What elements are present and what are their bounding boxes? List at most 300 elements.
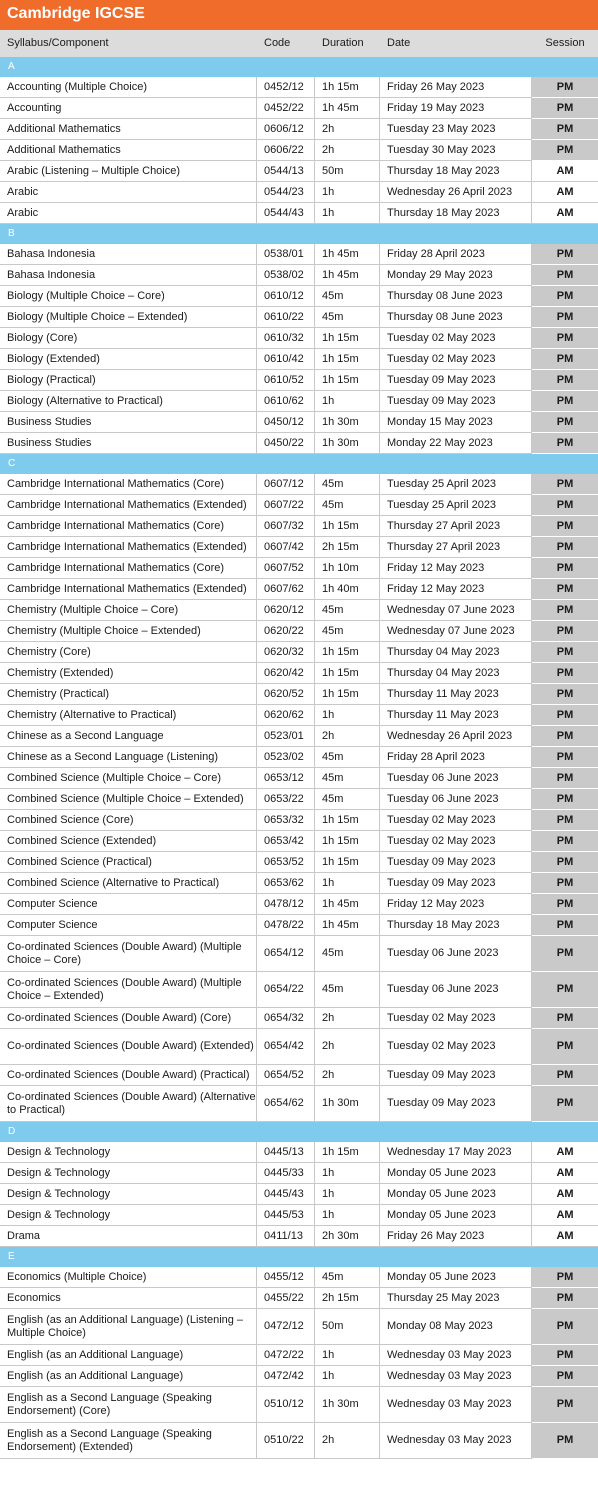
cell-syllabus: Additional Mathematics — [0, 119, 257, 140]
section-header-c — [0, 454, 598, 474]
cell-code: 0654/62 — [257, 1086, 315, 1122]
cell-duration: 45m — [315, 286, 380, 307]
cell-syllabus: English (as an Additional Language) — [0, 1345, 257, 1366]
cell-code: 0607/42 — [257, 537, 315, 558]
cell-session: PM — [532, 972, 598, 1008]
cell-session: PM — [532, 433, 598, 454]
cell-syllabus: Computer Science — [0, 894, 257, 915]
cell-code: 0445/53 — [257, 1205, 315, 1226]
cell-session: PM — [532, 286, 598, 307]
table-row — [0, 873, 598, 894]
cell-syllabus: Co-ordinated Sciences (Double Award) (Multiple Choice – Extended) — [0, 972, 257, 1008]
cell-code: 0653/32 — [257, 810, 315, 831]
cell-duration: 1h 45m — [315, 98, 380, 119]
table-row — [0, 1267, 598, 1288]
cell-date: Thursday 27 April 2023 — [380, 516, 532, 537]
cell-syllabus: Biology (Extended) — [0, 349, 257, 370]
table-row — [0, 370, 598, 391]
cell-syllabus: Accounting (Multiple Choice) — [0, 77, 257, 98]
cell-syllabus: Chemistry (Multiple Choice – Extended) — [0, 621, 257, 642]
table-row — [0, 684, 598, 705]
cell-syllabus: Accounting — [0, 98, 257, 119]
cell-date: Friday 28 April 2023 — [380, 747, 532, 768]
cell-date: Tuesday 06 June 2023 — [380, 768, 532, 789]
cell-code: 0472/42 — [257, 1366, 315, 1387]
table-row — [0, 1163, 598, 1184]
cell-syllabus: Design & Technology — [0, 1142, 257, 1163]
cell-code: 0523/01 — [257, 726, 315, 747]
cell-syllabus: Biology (Multiple Choice – Core) — [0, 286, 257, 307]
table-row — [0, 789, 598, 810]
cell-session: AM — [532, 1163, 598, 1184]
cell-syllabus: Chemistry (Extended) — [0, 663, 257, 684]
cell-date: Tuesday 02 May 2023 — [380, 810, 532, 831]
table-row — [0, 831, 598, 852]
cell-session: AM — [532, 1226, 598, 1247]
cell-syllabus: Business Studies — [0, 412, 257, 433]
cell-duration: 1h — [315, 705, 380, 726]
cell-date: Tuesday 02 May 2023 — [380, 1029, 532, 1065]
cell-duration: 45m — [315, 495, 380, 516]
cell-syllabus: English as a Second Language (Speaking Endorsement) (Extended) — [0, 1423, 257, 1459]
cell-code: 0445/33 — [257, 1163, 315, 1184]
cell-syllabus: Cambridge International Mathematics (Core) — [0, 558, 257, 579]
cell-duration: 45m — [315, 474, 380, 495]
cell-duration: 1h 15m — [315, 684, 380, 705]
table-row — [0, 1309, 598, 1345]
cell-date: Wednesday 03 May 2023 — [380, 1345, 532, 1366]
cell-syllabus: Co-ordinated Sciences (Double Award) (Core) — [0, 1008, 257, 1029]
cell-session: PM — [532, 642, 598, 663]
cell-duration: 2h — [315, 1029, 380, 1065]
cell-date: Friday 12 May 2023 — [380, 894, 532, 915]
table-row — [0, 936, 598, 972]
table-row — [0, 349, 598, 370]
cell-code: 0653/42 — [257, 831, 315, 852]
table-row — [0, 663, 598, 684]
cell-session: PM — [532, 789, 598, 810]
cell-code: 0445/13 — [257, 1142, 315, 1163]
cell-duration: 45m — [315, 768, 380, 789]
cell-duration: 50m — [315, 1309, 380, 1345]
cell-code: 0538/01 — [257, 244, 315, 265]
table-header-row — [0, 30, 598, 57]
cell-session: AM — [532, 1205, 598, 1226]
cell-session: PM — [532, 852, 598, 873]
cell-duration: 1h 45m — [315, 894, 380, 915]
cell-code: 0653/62 — [257, 873, 315, 894]
cell-duration: 1h 40m — [315, 579, 380, 600]
cell-syllabus: Co-ordinated Sciences (Double Award) (Multiple Choice – Core) — [0, 936, 257, 972]
cell-session: PM — [532, 516, 598, 537]
cell-syllabus: Co-ordinated Sciences (Double Award) (Practical) — [0, 1065, 257, 1086]
cell-date: Tuesday 02 May 2023 — [380, 328, 532, 349]
cell-code: 0653/22 — [257, 789, 315, 810]
cell-session: PM — [532, 684, 598, 705]
cell-code: 0607/62 — [257, 579, 315, 600]
cell-syllabus: Combined Science (Multiple Choice – Core) — [0, 768, 257, 789]
cell-syllabus: Additional Mathematics — [0, 140, 257, 161]
cell-date: Thursday 27 April 2023 — [380, 537, 532, 558]
cell-syllabus: Biology (Practical) — [0, 370, 257, 391]
cell-code: 0445/43 — [257, 1184, 315, 1205]
cell-code: 0450/22 — [257, 433, 315, 454]
cell-session: PM — [532, 873, 598, 894]
cell-date: Thursday 18 May 2023 — [380, 915, 532, 936]
cell-date: Tuesday 09 May 2023 — [380, 370, 532, 391]
cell-date: Tuesday 25 April 2023 — [380, 495, 532, 516]
table-row — [0, 474, 598, 495]
cell-date: Tuesday 09 May 2023 — [380, 391, 532, 412]
table-row — [0, 307, 598, 328]
table-row — [0, 852, 598, 873]
section-letter: B — [8, 228, 15, 239]
cell-date: Monday 05 June 2023 — [380, 1184, 532, 1205]
cell-date: Monday 05 June 2023 — [380, 1267, 532, 1288]
cell-code: 0452/12 — [257, 77, 315, 98]
cell-date: Thursday 04 May 2023 — [380, 663, 532, 684]
cell-session: PM — [532, 474, 598, 495]
table-row — [0, 1029, 598, 1065]
section-header-e — [0, 1247, 598, 1267]
cell-syllabus: Combined Science (Extended) — [0, 831, 257, 852]
cell-code: 0654/22 — [257, 972, 315, 1008]
cell-code: 0607/52 — [257, 558, 315, 579]
cell-session: PM — [532, 747, 598, 768]
cell-code: 0654/32 — [257, 1008, 315, 1029]
table-row — [0, 1288, 598, 1309]
cell-date: Friday 26 May 2023 — [380, 1226, 532, 1247]
cell-code: 0653/52 — [257, 852, 315, 873]
cell-duration: 1h 30m — [315, 412, 380, 433]
cell-date: Tuesday 06 June 2023 — [380, 972, 532, 1008]
cell-syllabus: Design & Technology — [0, 1184, 257, 1205]
cell-code: 0610/22 — [257, 307, 315, 328]
cell-code: 0510/22 — [257, 1423, 315, 1459]
cell-code: 0478/12 — [257, 894, 315, 915]
cell-date: Wednesday 03 May 2023 — [380, 1387, 532, 1423]
table-row — [0, 894, 598, 915]
cell-duration: 2h — [315, 1065, 380, 1086]
cell-code: 0544/43 — [257, 203, 315, 224]
cell-duration: 1h 45m — [315, 265, 380, 286]
table-row — [0, 516, 598, 537]
table-row — [0, 1387, 598, 1423]
cell-code: 0452/22 — [257, 98, 315, 119]
cell-syllabus: Combined Science (Core) — [0, 810, 257, 831]
cell-duration: 2h — [315, 119, 380, 140]
cell-code: 0472/22 — [257, 1345, 315, 1366]
cell-session: PM — [532, 936, 598, 972]
cell-syllabus: English (as an Additional Language) — [0, 1366, 257, 1387]
cell-code: 0620/62 — [257, 705, 315, 726]
cell-duration: 45m — [315, 789, 380, 810]
title-bar — [0, 0, 598, 30]
cell-session: PM — [532, 1086, 598, 1122]
cell-duration: 1h — [315, 1163, 380, 1184]
cell-session: AM — [532, 161, 598, 182]
cell-session: PM — [532, 705, 598, 726]
cell-code: 0455/12 — [257, 1267, 315, 1288]
cell-duration: 1h 15m — [315, 852, 380, 873]
cell-date: Friday 12 May 2023 — [380, 558, 532, 579]
cell-syllabus: English as a Second Language (Speaking Endorsement) (Core) — [0, 1387, 257, 1423]
cell-syllabus: Biology (Alternative to Practical) — [0, 391, 257, 412]
cell-date: Wednesday 17 May 2023 — [380, 1142, 532, 1163]
cell-session: PM — [532, 1366, 598, 1387]
cell-syllabus: Drama — [0, 1226, 257, 1247]
cell-duration: 1h 15m — [315, 1142, 380, 1163]
cell-date: Tuesday 09 May 2023 — [380, 1086, 532, 1122]
cell-duration: 2h 30m — [315, 1226, 380, 1247]
cell-syllabus: Biology (Multiple Choice – Extended) — [0, 307, 257, 328]
cell-syllabus: Bahasa Indonesia — [0, 265, 257, 286]
cell-duration: 1h 15m — [315, 77, 380, 98]
header-duration: Duration — [315, 30, 380, 57]
cell-duration: 1h 30m — [315, 433, 380, 454]
cell-session: PM — [532, 1288, 598, 1309]
cell-syllabus: Computer Science — [0, 915, 257, 936]
cell-code: 0523/02 — [257, 747, 315, 768]
cell-duration: 2h — [315, 1008, 380, 1029]
cell-session: PM — [532, 768, 598, 789]
cell-code: 0472/12 — [257, 1309, 315, 1345]
cell-date: Friday 28 April 2023 — [380, 244, 532, 265]
cell-syllabus: Combined Science (Alternative to Practical) — [0, 873, 257, 894]
cell-session: PM — [532, 915, 598, 936]
cell-date: Monday 15 May 2023 — [380, 412, 532, 433]
cell-session: PM — [532, 1345, 598, 1366]
cell-date: Thursday 04 May 2023 — [380, 642, 532, 663]
cell-duration: 45m — [315, 621, 380, 642]
cell-code: 0411/13 — [257, 1226, 315, 1247]
cell-date: Tuesday 25 April 2023 — [380, 474, 532, 495]
table-row — [0, 1142, 598, 1163]
cell-date: Thursday 08 June 2023 — [380, 286, 532, 307]
cell-duration: 1h — [315, 1366, 380, 1387]
cell-code: 0620/22 — [257, 621, 315, 642]
cell-syllabus: Chinese as a Second Language — [0, 726, 257, 747]
cell-duration: 45m — [315, 1267, 380, 1288]
section-header-d — [0, 1122, 598, 1142]
cell-session: AM — [532, 1142, 598, 1163]
cell-session: PM — [532, 726, 598, 747]
cell-session: PM — [532, 1065, 598, 1086]
cell-duration: 50m — [315, 161, 380, 182]
cell-date: Tuesday 30 May 2023 — [380, 140, 532, 161]
cell-date: Tuesday 06 June 2023 — [380, 936, 532, 972]
cell-syllabus: Chinese as a Second Language (Listening) — [0, 747, 257, 768]
cell-date: Thursday 25 May 2023 — [380, 1288, 532, 1309]
cell-session: PM — [532, 894, 598, 915]
cell-duration: 45m — [315, 307, 380, 328]
cell-duration: 1h — [315, 873, 380, 894]
cell-syllabus: Co-ordinated Sciences (Double Award) (Extended) — [0, 1029, 257, 1065]
cell-code: 0510/12 — [257, 1387, 315, 1423]
cell-duration: 1h — [315, 182, 380, 203]
table-row — [0, 77, 598, 98]
cell-date: Monday 05 June 2023 — [380, 1205, 532, 1226]
table-row — [0, 972, 598, 1008]
header-code: Code — [257, 30, 315, 57]
cell-syllabus: Arabic — [0, 203, 257, 224]
cell-session: PM — [532, 537, 598, 558]
cell-duration: 1h 15m — [315, 516, 380, 537]
cell-duration: 1h 15m — [315, 642, 380, 663]
cell-duration: 2h 15m — [315, 537, 380, 558]
cell-session: PM — [532, 307, 598, 328]
table-row — [0, 328, 598, 349]
cell-syllabus: Chemistry (Multiple Choice – Core) — [0, 600, 257, 621]
cell-duration: 45m — [315, 972, 380, 1008]
cell-syllabus: Combined Science (Practical) — [0, 852, 257, 873]
cell-syllabus: Cambridge International Mathematics (Extended) — [0, 579, 257, 600]
cell-session: PM — [532, 391, 598, 412]
cell-session: PM — [532, 1387, 598, 1423]
cell-session: PM — [532, 328, 598, 349]
table-row — [0, 1366, 598, 1387]
section-header-a — [0, 57, 598, 77]
cell-code: 0620/42 — [257, 663, 315, 684]
cell-duration: 1h — [315, 1205, 380, 1226]
cell-session: PM — [532, 600, 598, 621]
cell-syllabus: Biology (Core) — [0, 328, 257, 349]
cell-syllabus: Cambridge International Mathematics (Core) — [0, 474, 257, 495]
cell-syllabus: Chemistry (Practical) — [0, 684, 257, 705]
cell-duration: 1h 10m — [315, 558, 380, 579]
cell-duration: 2h — [315, 1423, 380, 1459]
cell-syllabus: Business Studies — [0, 433, 257, 454]
table-row — [0, 768, 598, 789]
cell-date: Tuesday 09 May 2023 — [380, 1065, 532, 1086]
cell-syllabus: Economics — [0, 1288, 257, 1309]
cell-date: Monday 08 May 2023 — [380, 1309, 532, 1345]
cell-date: Wednesday 03 May 2023 — [380, 1423, 532, 1459]
cell-code: 0610/32 — [257, 328, 315, 349]
cell-date: Tuesday 09 May 2023 — [380, 852, 532, 873]
cell-syllabus: Chemistry (Alternative to Practical) — [0, 705, 257, 726]
table-row — [0, 203, 598, 224]
table-row — [0, 642, 598, 663]
cell-duration: 1h 15m — [315, 328, 380, 349]
section-letter: E — [8, 1251, 15, 1262]
table-row — [0, 621, 598, 642]
cell-duration: 1h — [315, 1345, 380, 1366]
table-row — [0, 495, 598, 516]
cell-code: 0654/42 — [257, 1029, 315, 1065]
table-row — [0, 1086, 598, 1122]
cell-date: Friday 12 May 2023 — [380, 579, 532, 600]
cell-syllabus: Cambridge International Mathematics (Extended) — [0, 537, 257, 558]
table-row — [0, 433, 598, 454]
table-row — [0, 1423, 598, 1459]
cell-code: 0620/12 — [257, 600, 315, 621]
cell-date: Friday 19 May 2023 — [380, 98, 532, 119]
cell-code: 0610/52 — [257, 370, 315, 391]
table-row — [0, 140, 598, 161]
cell-date: Monday 05 June 2023 — [380, 1163, 532, 1184]
cell-duration: 2h 15m — [315, 1288, 380, 1309]
cell-syllabus: Bahasa Indonesia — [0, 244, 257, 265]
cell-duration: 45m — [315, 747, 380, 768]
table-row — [0, 558, 598, 579]
cell-code: 0455/22 — [257, 1288, 315, 1309]
table-row — [0, 244, 598, 265]
cell-duration: 1h 15m — [315, 349, 380, 370]
cell-session: PM — [532, 140, 598, 161]
cell-session: PM — [532, 370, 598, 391]
cell-session: PM — [532, 1267, 598, 1288]
cell-duration: 1h 15m — [315, 810, 380, 831]
cell-code: 0607/22 — [257, 495, 315, 516]
cell-session: AM — [532, 182, 598, 203]
table-row — [0, 1345, 598, 1366]
cell-date: Friday 26 May 2023 — [380, 77, 532, 98]
cell-session: PM — [532, 810, 598, 831]
cell-code: 0606/22 — [257, 140, 315, 161]
cell-date: Thursday 18 May 2023 — [380, 203, 532, 224]
cell-code: 0653/12 — [257, 768, 315, 789]
cell-session: PM — [532, 265, 598, 286]
cell-session: PM — [532, 1008, 598, 1029]
cell-syllabus: Economics (Multiple Choice) — [0, 1267, 257, 1288]
cell-date: Wednesday 26 April 2023 — [380, 726, 532, 747]
table-row — [0, 286, 598, 307]
table-row — [0, 119, 598, 140]
cell-syllabus: Chemistry (Core) — [0, 642, 257, 663]
cell-duration: 45m — [315, 936, 380, 972]
cell-duration: 2h — [315, 726, 380, 747]
cell-duration: 1h 15m — [315, 663, 380, 684]
section-letter: D — [8, 1126, 16, 1137]
cell-date: Wednesday 26 April 2023 — [380, 182, 532, 203]
table-row — [0, 915, 598, 936]
header-session: Session — [532, 30, 598, 57]
table-row — [0, 161, 598, 182]
table-row — [0, 265, 598, 286]
cell-date: Tuesday 02 May 2023 — [380, 1008, 532, 1029]
cell-date: Thursday 08 June 2023 — [380, 307, 532, 328]
table-row — [0, 1065, 598, 1086]
cell-date: Wednesday 07 June 2023 — [380, 600, 532, 621]
table-row — [0, 1008, 598, 1029]
table-row — [0, 1205, 598, 1226]
cell-syllabus: Arabic — [0, 182, 257, 203]
cell-syllabus: Co-ordinated Sciences (Double Award) (Alternative to Practical) — [0, 1086, 257, 1122]
cell-syllabus: Cambridge International Mathematics (Extended) — [0, 495, 257, 516]
cell-code: 0538/02 — [257, 265, 315, 286]
cell-duration: 1h 30m — [315, 1387, 380, 1423]
cell-code: 0654/52 — [257, 1065, 315, 1086]
cell-date: Tuesday 02 May 2023 — [380, 831, 532, 852]
cell-code: 0606/12 — [257, 119, 315, 140]
table-row — [0, 391, 598, 412]
cell-session: PM — [532, 98, 598, 119]
cell-session: PM — [532, 495, 598, 516]
header-syllabus: Syllabus/Component — [0, 30, 257, 57]
cell-code: 0478/22 — [257, 915, 315, 936]
cell-syllabus: English (as an Additional Language) (Listening – Multiple Choice) — [0, 1309, 257, 1345]
cell-date: Thursday 18 May 2023 — [380, 161, 532, 182]
cell-date: Tuesday 06 June 2023 — [380, 789, 532, 810]
section-letter: C — [8, 458, 16, 469]
page-title: Cambridge IGCSE — [7, 5, 145, 22]
cell-session: PM — [532, 244, 598, 265]
cell-code: 0620/52 — [257, 684, 315, 705]
table-row — [0, 98, 598, 119]
table-row — [0, 182, 598, 203]
cell-code: 0544/13 — [257, 161, 315, 182]
